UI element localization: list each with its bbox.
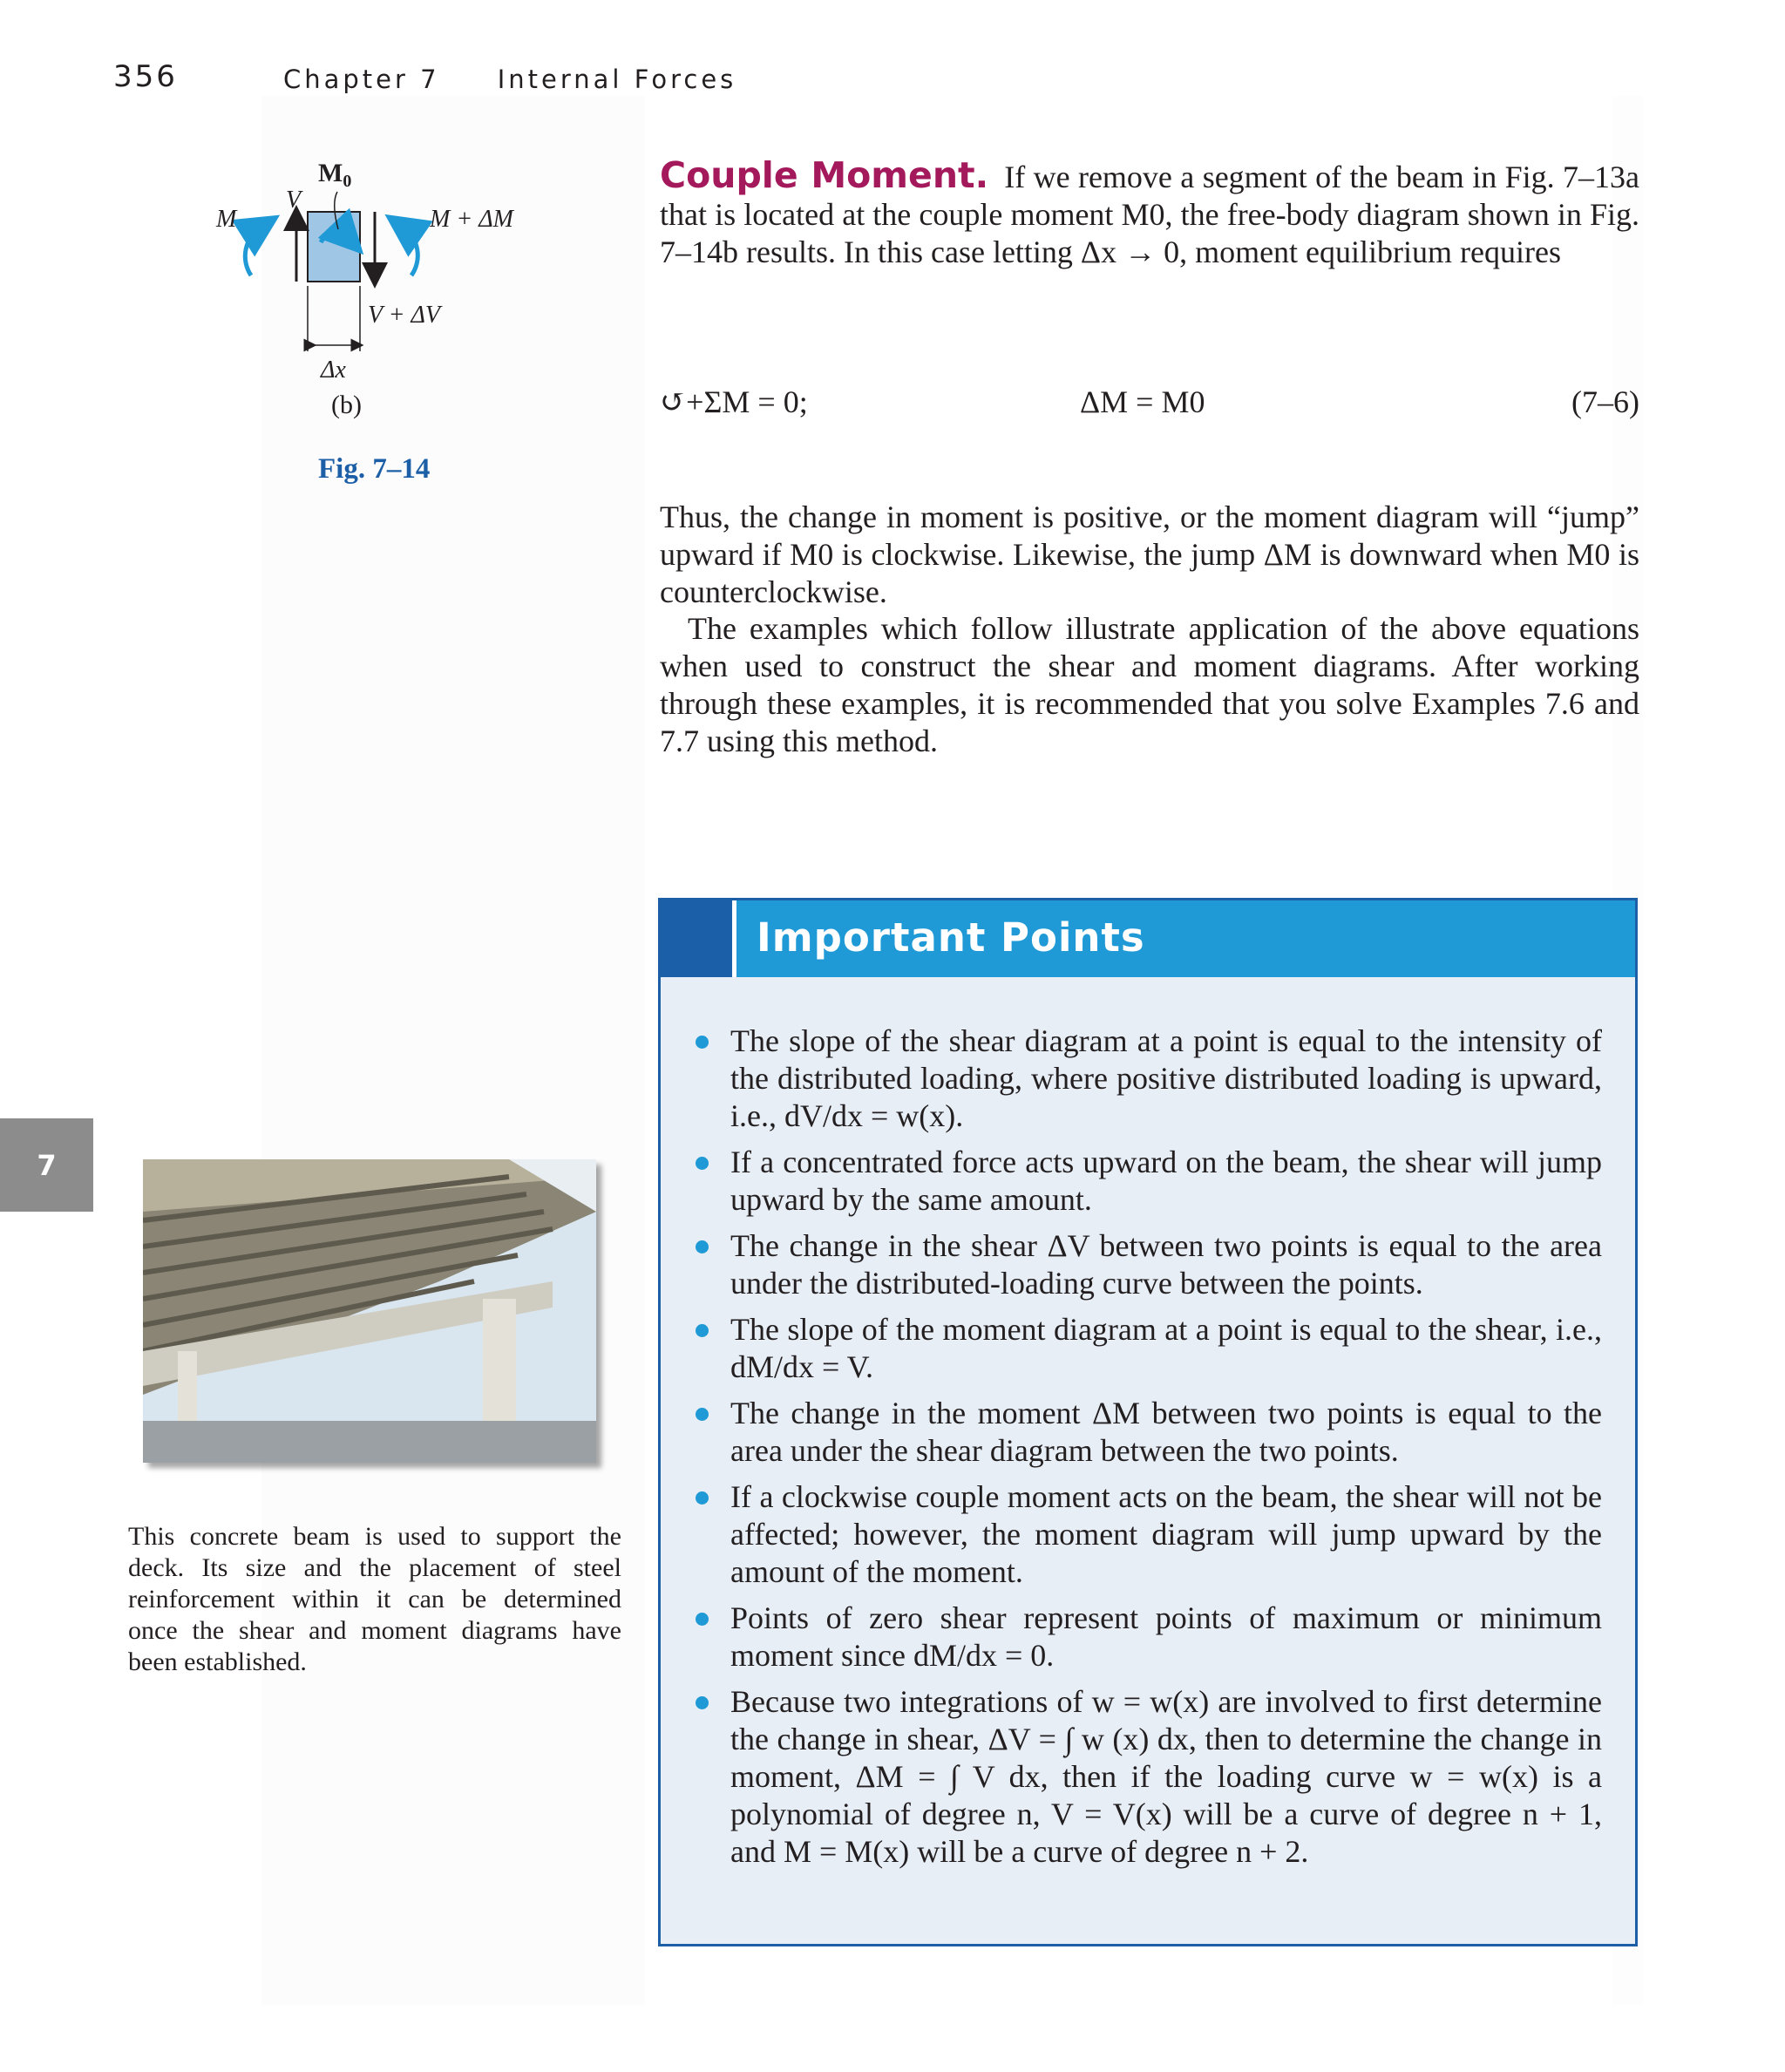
- header-accent: [661, 900, 732, 977]
- bullet-icon: [696, 1613, 709, 1626]
- moment-m-right-arrow: [403, 227, 417, 275]
- bullet-icon: [696, 1036, 709, 1049]
- list-item: If a concentrated force acts upward on the beam, the shear will jump upward by the same amount.: [696, 1144, 1602, 1219]
- v-label: V: [286, 187, 302, 214]
- moment-m-left-arrow: [245, 227, 261, 275]
- chapter-tab: 7: [0, 1118, 93, 1212]
- bullet-icon: [696, 1157, 709, 1170]
- list-item: The slope of the moment diagram at a point is equal to the shear, i.e., dM/dx = V.: [696, 1311, 1602, 1386]
- bullet-icon: [696, 1696, 709, 1709]
- m-label: M: [216, 206, 237, 233]
- photo-caption: This concrete beam is used to support the deck. Its size and the placement of steel reinforcement within it can be determined once the shear and moment diagrams have been established.: [128, 1522, 621, 1676]
- dx-label: Δx: [321, 357, 346, 384]
- paragraph-couple-moment: [660, 154, 1640, 271]
- free-body-diagram: [209, 155, 558, 443]
- bullet-icon: [696, 1240, 709, 1253]
- figure-caption: Fig. 7–14: [318, 453, 431, 485]
- equation-number: (7–6): [1571, 384, 1639, 419]
- equation-middle: ΔM = M0: [1080, 384, 1205, 419]
- list-item: Because two integrations of w = w(x) are involved to first determine the change in shear, ΔV = ∫ w (x) dx, then to determine the change in moment, ΔM = ∫ V dx, then if the loading curve w = w(x) is a polynomial of degree n, V = V(x) will be a curve of degree n + 1, and M = M(x) will be a curve of degree n + 2.: [696, 1683, 1602, 1871]
- equation-7-6: [660, 384, 1639, 424]
- list-item: The change in the moment ΔM between two points is equal to the area under the shear diagram between the two points.: [696, 1395, 1602, 1470]
- concrete-beam-photo: [143, 1159, 596, 1463]
- bullet-icon: [696, 1408, 709, 1421]
- list-item: Points of zero shear represent points of maximum or minimum moment since dM/dx = 0.: [696, 1600, 1602, 1675]
- bullet-icon: [696, 1324, 709, 1337]
- important-points-header: [661, 900, 1635, 977]
- list-item: The change in the shear ΔV between two points is equal to the area under the distributed-loading curve between the points.: [696, 1227, 1602, 1302]
- list-item: If a clockwise couple moment acts on the beam, the shear will not be affected; however, the moment diagram will jump upward by the amount of the moment.: [696, 1478, 1602, 1591]
- equation-left: ↺+ΣM = 0;: [660, 384, 808, 419]
- m0-label: $M_0$: [318, 159, 352, 191]
- v-plus-label: V + ΔV: [368, 302, 441, 329]
- section-lead: Couple Moment.: [660, 154, 989, 196]
- chapter-label: Chapter 7: [283, 65, 440, 94]
- paragraph-1-text: If we remove a segment of the beam in Fig. 7–13a that is located at the couple moment M0, the free-body diagram shown in Fig. 7–14b results. In this case letting Δx → 0, moment equilibrium requires: [660, 160, 1640, 269]
- figure-sub-label: (b): [331, 391, 362, 419]
- important-points-title: Important Points: [757, 914, 1145, 961]
- chapter-title: Internal Forces: [497, 65, 737, 94]
- page-number: 356: [113, 59, 178, 94]
- running-head: [283, 65, 736, 94]
- bullet-icon: [696, 1491, 709, 1505]
- list-item: The slope of the shear diagram at a point is equal to the intensity of the distributed loading, where positive distributed loading is upward, i.e., dV/dx = w(x).: [696, 1022, 1602, 1135]
- paragraph-2: Thus, the change in moment is positive, or the moment diagram will “jump” upward if M0 is clockwise. Likewise, the jump ΔM is downward when M0 is counterclockwise.: [660, 499, 1639, 609]
- header-divider: [732, 900, 736, 977]
- important-points-list: [696, 1022, 1602, 1879]
- m-plus-label: M + ΔM: [430, 206, 513, 233]
- beam-segment: [308, 212, 360, 282]
- important-points-box: [658, 898, 1638, 1946]
- paragraph-3: The examples which follow illustrate application of the above equations when used to construct the shear and moment diagrams. After working through these examples, it is recommended that you solve Examples 7.6 and 7.7 using this method.: [660, 611, 1639, 758]
